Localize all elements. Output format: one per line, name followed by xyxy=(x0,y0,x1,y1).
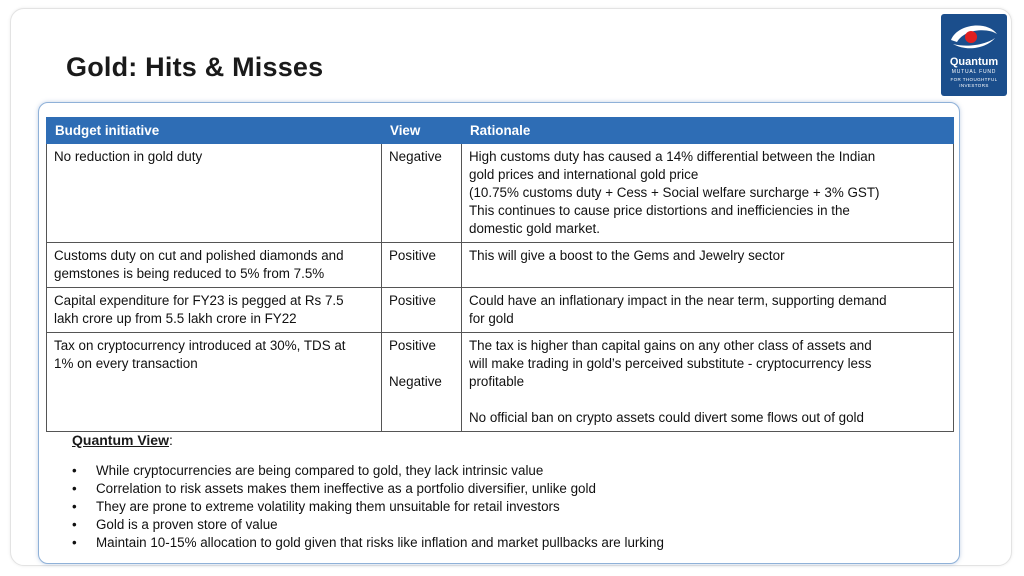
view-cell xyxy=(382,243,462,288)
view-text: Positive xyxy=(389,338,436,353)
list-item-text: Correlation to risk assets makes them ineffective as a portfolio diversifier, unlike gold xyxy=(96,481,596,496)
initiative-text: No reduction in gold duty xyxy=(54,149,203,164)
quantum-view-title: Quantum View xyxy=(72,432,169,448)
list-item xyxy=(72,516,664,534)
view-text: Positive xyxy=(389,248,436,263)
bullet-icon: • xyxy=(72,535,77,550)
initiative-line: gemstones is being reduced to 5% from 7.5% xyxy=(54,266,325,281)
rationale-cell xyxy=(462,333,954,432)
list-item-text: They are prone to extreme volatility making them unsuitable for retail investors xyxy=(96,499,560,514)
logo-tagline-line: INVESTORS xyxy=(959,82,989,88)
logo-tagline-line: FOR THOUGHTFUL xyxy=(950,77,998,82)
initiative-line: lakh crore up from 5.5 lakh crore in FY22 xyxy=(54,311,297,326)
view-cell xyxy=(382,333,462,432)
rationale-line: gold prices and international gold price xyxy=(469,167,699,182)
rationale-line: for gold xyxy=(469,311,514,326)
rationale-line: This continues to cause price distortions and inefficiencies in the xyxy=(469,203,850,218)
rationale-line: will make trading in gold’s perceived substitute - cryptocurrency less xyxy=(469,356,872,371)
rationale-cell xyxy=(462,243,954,288)
table-row xyxy=(47,243,954,288)
view-cell xyxy=(382,288,462,333)
quantum-view-heading xyxy=(72,432,173,448)
rationale-line: Could have an inflationary impact in the near term, supporting demand xyxy=(469,293,887,308)
budget-initiatives-table xyxy=(46,117,954,432)
initiative-cell xyxy=(47,288,382,333)
initiative-line: 1% on every transaction xyxy=(54,356,198,371)
rationale-line: High customs duty has caused a 14% differential between the Indian xyxy=(469,149,876,164)
list-item-text: While cryptocurrencies are being compared to gold, they lack intrinsic value xyxy=(96,463,544,478)
view-text: Negative xyxy=(389,374,442,389)
initiative-line: Tax on cryptocurrency introduced at 30%, TDS at xyxy=(54,338,346,353)
initiative-line: Capital expenditure for FY23 is pegged at Rs 7.5 xyxy=(54,293,344,308)
rationale-line: The tax is higher than capital gains on any other class of assets and xyxy=(469,338,872,353)
list-item xyxy=(72,534,664,552)
list-item xyxy=(72,498,664,516)
quantum-logo-icon xyxy=(947,18,1001,56)
rationale-line: profitable xyxy=(469,374,525,389)
logo-name: Quantum xyxy=(949,56,999,68)
bullet-icon: • xyxy=(72,481,77,496)
initiative-line: Customs duty on cut and polished diamonds and xyxy=(54,248,344,263)
initiative-cell xyxy=(47,333,382,432)
header-budget-initiative: Budget initiative xyxy=(47,118,382,144)
list-item xyxy=(72,480,664,498)
rationale-line: domestic gold market. xyxy=(469,221,600,236)
initiative-cell xyxy=(47,144,382,243)
page-title: Gold: Hits & Misses xyxy=(66,52,324,82)
logo-tagline xyxy=(941,77,1007,88)
view-cell xyxy=(382,144,462,243)
rationale-line: No official ban on crypto assets could divert some flows out of gold xyxy=(469,410,864,425)
view-text: Positive xyxy=(389,293,436,308)
view-text: Negative xyxy=(389,149,442,164)
header-view: View xyxy=(382,118,462,144)
list-item-text: Maintain 10-15% allocation to gold given that risks like inflation and market pullbacks are lurking xyxy=(96,535,664,550)
header-rationale: Rationale xyxy=(462,118,954,144)
bullet-icon: • xyxy=(72,499,77,514)
rationale-cell xyxy=(462,288,954,333)
view-spacer xyxy=(389,355,454,373)
quantum-view-colon: : xyxy=(168,432,173,448)
quantum-logo xyxy=(941,14,1007,96)
list-item-text: Gold is a proven store of value xyxy=(96,517,278,532)
rationale-line: (10.75% customs duty + Cess + Social welfare surcharge + 3% GST) xyxy=(469,185,880,200)
quantum-view-list xyxy=(72,462,664,552)
rationale-cell xyxy=(462,144,954,243)
table-row xyxy=(47,144,954,243)
bullet-icon: • xyxy=(72,517,77,532)
bullet-icon: • xyxy=(72,463,77,478)
rationale-text: This will give a boost to the Gems and Jewelry sector xyxy=(469,248,785,263)
rationale-spacer xyxy=(469,391,946,409)
logo-subtitle: MUTUAL FUND xyxy=(951,69,997,75)
table-header-row xyxy=(47,118,954,144)
table-row xyxy=(47,288,954,333)
table-row xyxy=(47,333,954,432)
list-item xyxy=(72,462,664,480)
initiative-cell xyxy=(47,243,382,288)
